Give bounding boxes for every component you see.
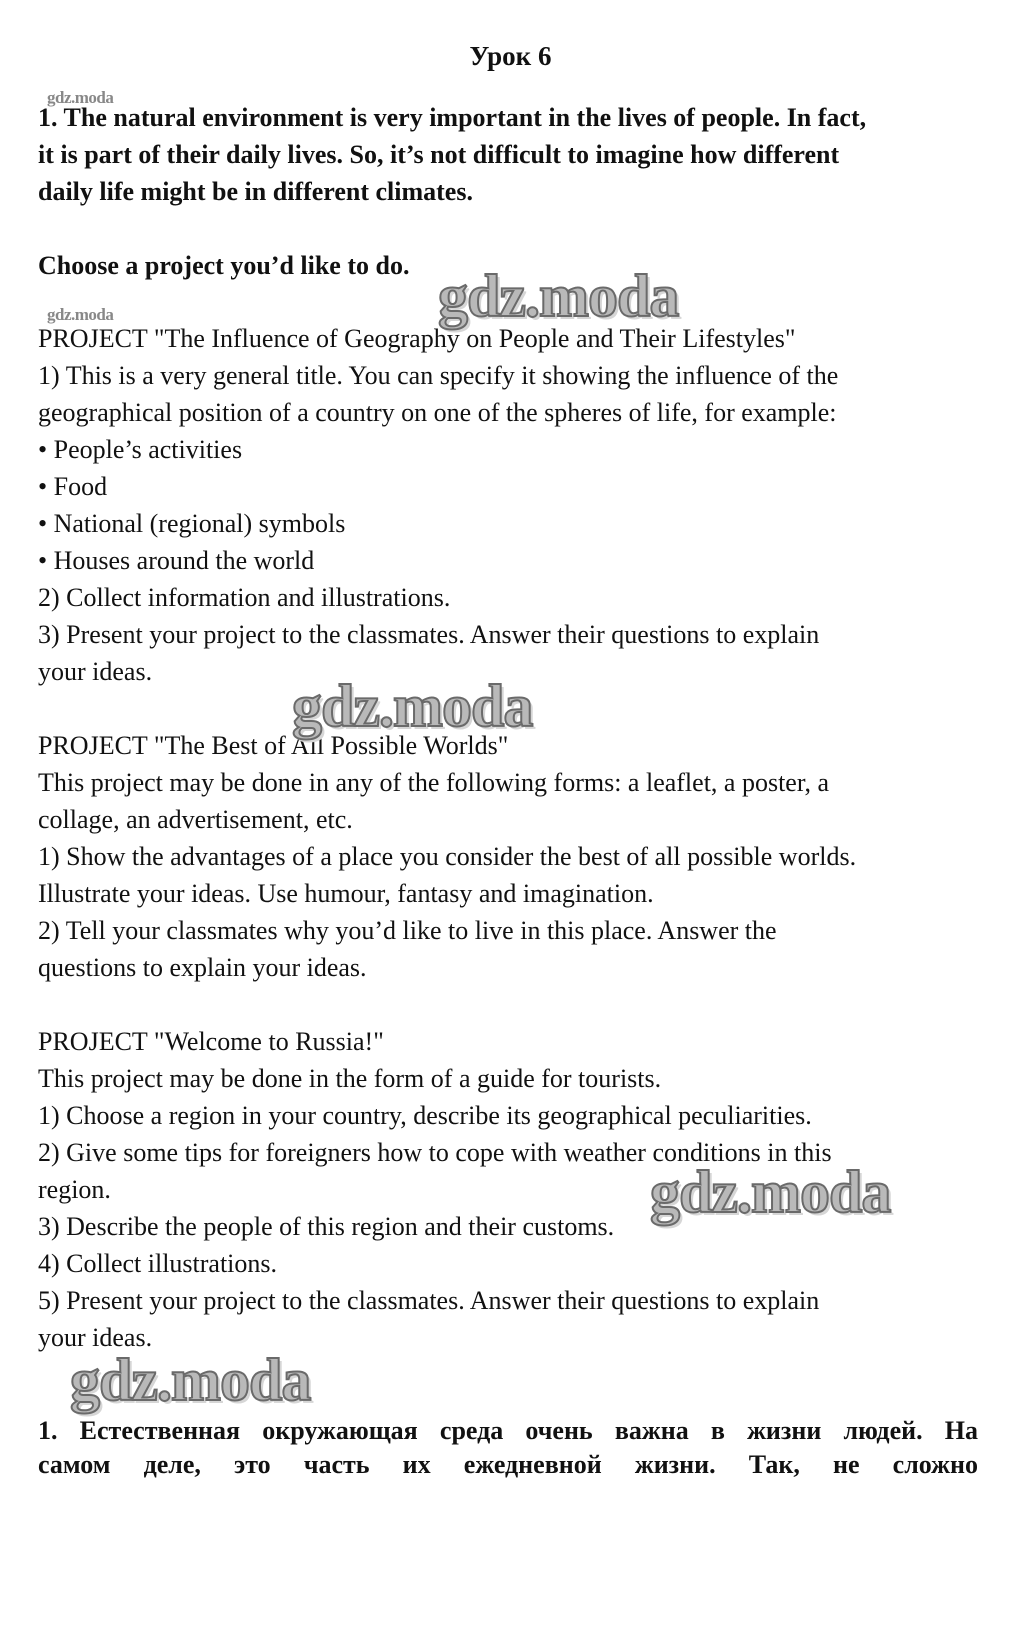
- project-line: 5) Present your project to the classmates. Answer their questions to explain: [38, 1286, 820, 1315]
- lesson-title: Урок 6: [469, 41, 552, 71]
- project-line: This project may be done in the form of a guide for tourists.: [38, 1064, 662, 1093]
- project-line: This project may be done in any of the following forms: a leaflet, a poster, a: [38, 768, 829, 797]
- project-line: PROJECT "The Best of All Possible Worlds": [38, 731, 509, 760]
- project-line: your ideas.: [38, 1323, 153, 1352]
- project-line: 1) This is a very general title. You can specify it showing the influence of the: [38, 361, 839, 390]
- project-line: 3) Present your project to the classmates. Answer their questions to explain: [38, 620, 820, 649]
- project-line: collage, an advertisement, etc.: [38, 805, 353, 834]
- russian-line: самом деле, это часть их ежедневной жизни. Так, не сложно: [38, 1450, 978, 1479]
- intro-line: 1. The natural environment is very important in the lives of people. In fact,: [38, 103, 867, 132]
- bullet-item: • Food: [38, 472, 108, 501]
- project-line: your ideas.: [38, 657, 153, 686]
- watermark-logo: gdz.moda: [650, 1159, 891, 1225]
- project-line: 2) Collect information and illustrations.: [38, 583, 451, 612]
- project-line: questions to explain your ideas.: [38, 953, 367, 982]
- watermark-logo: gdz.moda: [292, 673, 533, 739]
- intro-line: daily life might be in different climates.: [38, 177, 473, 206]
- watermark-logo: gdz.moda: [438, 263, 679, 329]
- watermark-small: gdz.moda: [47, 305, 114, 324]
- bullet-item: • Houses around the world: [38, 546, 315, 575]
- project-line: 2) Give some tips for foreigners how to cope with weather conditions in this: [38, 1138, 832, 1167]
- watermark-logo: gdz.moda: [70, 1347, 311, 1413]
- bullet-item: • National (regional) symbols: [38, 509, 346, 538]
- project-line: Illustrate your ideas. Use humour, fantasy and imagination.: [38, 879, 654, 908]
- project-line: 1) Choose a region in your country, describe its geographical peculiarities.: [38, 1101, 812, 1130]
- project-line: PROJECT "Welcome to Russia!": [38, 1027, 384, 1056]
- intro-line: it is part of their daily lives. So, it’s not difficult to imagine how different: [38, 140, 840, 169]
- russian-line: 1. Естественная окружающая среда очень важна в жизни людей. На: [38, 1416, 978, 1445]
- project-line: 4) Collect illustrations.: [38, 1249, 278, 1278]
- project-line: PROJECT "The Influence of Geography on People and Their Lifestyles": [38, 324, 796, 353]
- watermark-small: gdz.moda: [47, 88, 114, 107]
- choose-project-heading: Choose a project you’d like to do.: [38, 251, 410, 280]
- project-line: geographical position of a country on one of the spheres of life, for example:: [38, 398, 837, 427]
- bullet-item: • People’s activities: [38, 435, 243, 464]
- project-line: region.: [38, 1175, 111, 1204]
- project-line: 2) Tell your classmates why you’d like to live in this place. Answer the: [38, 916, 777, 945]
- project-line: 1) Show the advantages of a place you consider the best of all possible worlds.: [38, 842, 857, 871]
- project-line: 3) Describe the people of this region and their customs.: [38, 1212, 615, 1241]
